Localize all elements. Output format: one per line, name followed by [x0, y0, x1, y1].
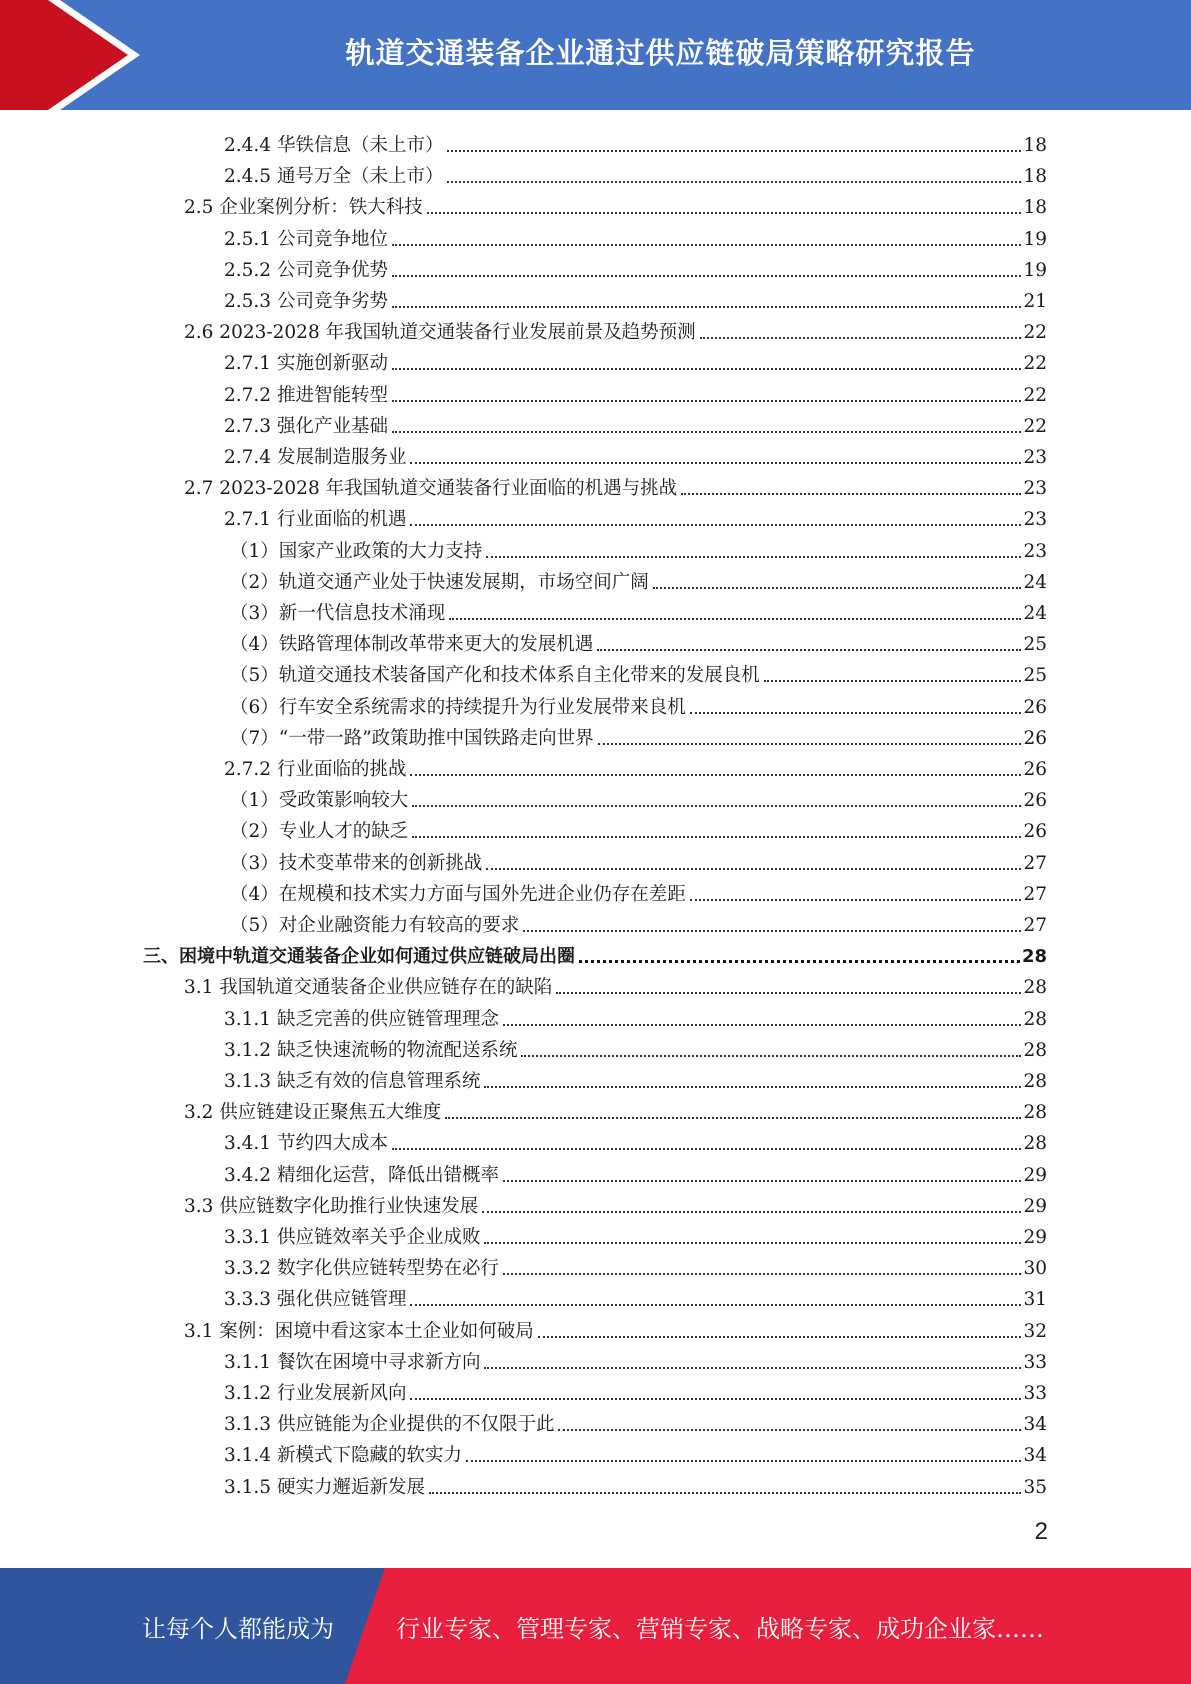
toc-entry-title: （3）新一代信息技术涌现 — [230, 603, 446, 624]
toc-entry-title: 2.5.3 公司竞争劣势 — [224, 291, 388, 312]
toc-entry-title: （2）专业人才的缺乏 — [230, 821, 409, 843]
toc-entry[interactable] — [230, 595, 1047, 626]
toc-dot-leader — [392, 274, 1021, 277]
toc-entry-page: 35 — [1023, 1476, 1047, 1498]
toc-dot-leader — [410, 1303, 1021, 1306]
toc-entry-page: 33 — [1023, 1383, 1047, 1404]
toc-entry-title: 3.1 案例：困境中看这家本土企业如何破局 — [184, 1320, 534, 1342]
toc-dot-leader — [392, 367, 1021, 370]
toc-entry[interactable] — [143, 938, 1047, 969]
toc-entry-title: 2.6 2023-2028 年我国轨道交通装备行业发展前景及趋势预测 — [184, 322, 696, 344]
page-number: 2 — [1034, 1518, 1048, 1545]
report-title: 轨道交通装备企业通过供应链破局策略研究报告 — [345, 35, 976, 70]
toc-entry-page: 28 — [1023, 1039, 1047, 1061]
toc-entry-page: 28 — [1023, 1102, 1047, 1124]
toc-dot-leader — [700, 336, 1022, 339]
toc-entry[interactable] — [224, 1281, 1047, 1312]
toc-entry-page: 31 — [1023, 1289, 1047, 1311]
toc-dot-leader — [410, 1397, 1021, 1400]
toc-entry-title: 2.7.3 强化产业基础 — [224, 415, 388, 437]
toc-entry-page: 26 — [1023, 790, 1047, 812]
toc-entry-page: 28 — [1023, 1071, 1047, 1092]
toc-entry-title: 3.3 供应链数字化助推行业快速发展 — [184, 1195, 479, 1217]
toc-dot-leader — [412, 835, 1021, 838]
toc-entry-title: 3.2 供应链建设正聚焦五大维度 — [184, 1102, 442, 1124]
toc-entry-title: 3.1.1 餐饮在困境中寻求新方向 — [224, 1351, 481, 1373]
toc-dot-leader — [466, 1459, 1021, 1462]
toc-dot-leader — [412, 804, 1021, 807]
toc-entry-page: 24 — [1023, 603, 1047, 624]
toc-entry-page: 29 — [1023, 1164, 1047, 1186]
toc-entry-title: 2.5 企业案例分析：铁大科技 — [184, 197, 423, 219]
toc-dot-leader — [410, 773, 1021, 776]
toc-entry-title: 3.3.2 数字化供应链转型势在必行 — [224, 1258, 499, 1280]
toc-dot-leader — [410, 523, 1021, 526]
toc-entry[interactable] — [224, 1406, 1047, 1437]
toc-dot-leader — [558, 1428, 1021, 1431]
toc-dot-leader — [482, 1210, 1021, 1213]
toc-entry[interactable] — [230, 876, 1047, 907]
toc-entry-title: （1）国家产业政策的大力支持 — [230, 540, 483, 562]
toc-dot-leader — [598, 742, 1022, 745]
toc-entry-title: 2.5.2 公司竞争优势 — [224, 259, 388, 281]
toc-entry[interactable] — [230, 907, 1047, 938]
page-footer — [0, 1568, 1191, 1684]
toc-entry-title: 2.4.5 通号万全（未上市） — [224, 166, 444, 188]
toc-dot-leader — [484, 1366, 1021, 1369]
toc-entry-page: 21 — [1023, 291, 1047, 312]
toc-entry-page: 28 — [1023, 1008, 1047, 1030]
toc-entry-title: 2.7.2 行业面临的挑战 — [224, 759, 407, 780]
toc-entry-title: （1）受政策影响较大 — [230, 790, 409, 812]
toc-entry-title: 3.1.1 缺乏完善的供应链管理理念 — [224, 1008, 499, 1030]
page-header — [0, 0, 1191, 110]
toc-entry-page: 26 — [1023, 759, 1047, 780]
toc-entry-page: 23 — [1023, 447, 1047, 468]
toc-entry[interactable] — [230, 657, 1047, 688]
toc-entry-page: 28 — [1023, 1133, 1047, 1155]
toc-entry[interactable] — [224, 439, 1047, 470]
toc-entry-page: 33 — [1023, 1351, 1047, 1373]
toc-entry-page: 18 — [1023, 197, 1047, 219]
toc-entry-title: 2.7 2023-2028 年我国轨道交通装备行业面临的机遇与挑战 — [184, 478, 678, 500]
toc-entry[interactable] — [224, 1375, 1047, 1406]
toc-entry[interactable] — [184, 189, 1047, 220]
toc-entry[interactable] — [224, 345, 1047, 376]
toc-entry-page: 24 — [1023, 571, 1047, 593]
toc-entry-title: （3）技术变革带来的创新挑战 — [230, 852, 483, 874]
toc-dot-leader — [410, 461, 1021, 464]
toc-dot-leader — [503, 1272, 1021, 1275]
toc-dot-leader — [486, 555, 1021, 558]
toc-entry-title: 三、困境中轨道交通装备企业如何通过供应链破局出圈 — [143, 946, 575, 968]
toc-entry[interactable] — [230, 845, 1047, 876]
toc-entry[interactable] — [224, 1032, 1047, 1063]
toc-entry[interactable] — [224, 1157, 1047, 1188]
toc-entry-title: 3.1.2 行业发展新风向 — [224, 1383, 407, 1404]
toc-entry-page: 32 — [1023, 1320, 1047, 1342]
toc-entry-page: 25 — [1023, 634, 1047, 656]
toc-entry-title: 3.1.3 供应链能为企业提供的不仅限于此 — [224, 1414, 555, 1436]
toc-entry-title: （6）行车安全系统需求的持续提升为行业发展带来良机 — [230, 696, 686, 718]
toc-dot-leader — [484, 1241, 1021, 1244]
toc-dot-leader — [429, 1491, 1021, 1494]
toc-entry-title: （4）铁路管理体制改革带来更大的发展机遇 — [230, 634, 594, 656]
toc-entry-page: 30 — [1023, 1258, 1047, 1280]
toc-dot-leader — [597, 648, 1021, 651]
toc-entry-title: 2.7.2 推进智能转型 — [224, 384, 388, 406]
toc-entry[interactable] — [230, 782, 1047, 813]
toc-entry-title: 2.7.1 实施创新驱动 — [224, 353, 388, 375]
toc-dot-leader — [447, 180, 1021, 183]
toc-entry-title: 3.4.1 节约四大成本 — [224, 1133, 388, 1155]
toc-entry-page: 25 — [1023, 665, 1047, 687]
toc-entry[interactable] — [224, 127, 1047, 158]
toc-entry[interactable] — [230, 564, 1047, 595]
toc-dot-leader — [690, 898, 1022, 901]
footer-slogan-left: 让每个人都能成为 — [142, 1614, 334, 1643]
toc-entry-page: 19 — [1023, 259, 1047, 281]
toc-entry-page: 23 — [1023, 509, 1047, 531]
toc-dot-leader — [445, 1116, 1021, 1119]
toc-entry[interactable] — [224, 252, 1047, 283]
toc-dot-leader — [392, 305, 1021, 308]
toc-entry[interactable] — [184, 470, 1047, 501]
toc-dot-leader — [653, 586, 1022, 589]
toc-dot-leader — [681, 492, 1021, 495]
toc-entry-page: 22 — [1023, 415, 1047, 437]
toc-dot-leader — [538, 1335, 1022, 1338]
toc-entry-title: （7）“一带一路”政策助推中国铁路走向世界 — [230, 727, 594, 749]
toc-entry[interactable] — [230, 533, 1047, 564]
toc-entry-page: 26 — [1023, 821, 1047, 843]
toc-entry-title: 3.3.3 强化供应链管理 — [224, 1289, 407, 1311]
footer-slogan-right: 行业专家、管理专家、营销专家、战略专家、成功企业家…… — [396, 1614, 1044, 1643]
toc-entry-title: 2.7.1 行业面临的机遇 — [224, 509, 407, 531]
toc-entry-title: 3.4.2 精细化运营，降低出错概率 — [224, 1164, 499, 1186]
toc-entry[interactable] — [230, 813, 1047, 844]
toc-entry[interactable] — [184, 1188, 1047, 1219]
header-arrow-decoration — [0, 0, 160, 110]
toc-dot-leader — [392, 430, 1021, 433]
toc-entry[interactable] — [230, 720, 1047, 751]
toc-entry-title: （2）轨道交通产业处于快速发展期，市场空间广阔 — [230, 571, 649, 593]
toc-dot-leader — [392, 1147, 1021, 1150]
toc-entry[interactable] — [184, 1313, 1047, 1344]
toc-entry-title: 3.1.3 缺乏有效的信息管理系统 — [224, 1071, 481, 1092]
toc-entry-title: 3.3.1 供应链效率关乎企业成败 — [224, 1227, 481, 1248]
toc-dot-leader — [392, 243, 1021, 246]
toc-entry-title: 3.1 我国轨道交通装备企业供应链存在的缺陷 — [184, 977, 553, 999]
toc-dot-leader — [486, 867, 1021, 870]
toc-entry[interactable] — [230, 689, 1047, 720]
toc-entry[interactable] — [224, 221, 1047, 252]
toc-entry-title: （5）对企业融资能力有较高的要求 — [230, 915, 520, 936]
toc-dot-leader — [392, 399, 1021, 402]
toc-entry-page: 22 — [1023, 322, 1047, 344]
toc-dot-leader — [503, 1023, 1021, 1026]
toc-entry-page: 26 — [1023, 696, 1047, 718]
toc-entry[interactable] — [184, 314, 1047, 345]
toc-entry[interactable] — [224, 1437, 1047, 1468]
toc-entry[interactable] — [224, 751, 1047, 782]
toc-entry-page: 34 — [1023, 1414, 1047, 1436]
toc-dot-leader — [447, 149, 1021, 152]
toc-entry-page: 19 — [1023, 228, 1047, 250]
toc-entry-title: 3.1.2 缺乏快速流畅的物流配送系统 — [224, 1039, 518, 1061]
toc-entry-page: 27 — [1023, 915, 1047, 936]
toc-entry[interactable] — [224, 1063, 1047, 1094]
toc-entry-page: 18 — [1023, 166, 1047, 188]
toc-entry-page: 27 — [1023, 883, 1047, 905]
toc-entry-title: 2.4.4 华铁信息（未上市） — [224, 135, 444, 156]
toc-entry[interactable] — [224, 1250, 1047, 1281]
toc-entry[interactable] — [184, 1094, 1047, 1125]
toc-entry-page: 34 — [1023, 1445, 1047, 1467]
toc-entry-page: 26 — [1023, 727, 1047, 749]
toc-entry-title: （4）在规模和技术实力方面与国外先进企业仍存在差距 — [230, 883, 686, 905]
toc-entry[interactable] — [184, 969, 1047, 1000]
toc-entry-title: 2.7.4 发展制造服务业 — [224, 447, 407, 468]
toc-dot-leader — [427, 211, 1022, 214]
toc-entry-page: 23 — [1023, 540, 1047, 562]
toc-dot-leader — [556, 991, 1021, 994]
toc-entry-title: 3.1.5 硬实力邂逅新发展 — [224, 1476, 425, 1498]
toc-entry-page: 23 — [1023, 478, 1047, 500]
toc-entry-title: 2.5.1 公司竞争地位 — [224, 228, 388, 250]
toc-entry-page: 18 — [1023, 135, 1047, 156]
toc-entry[interactable] — [224, 1219, 1047, 1250]
toc-entry[interactable] — [224, 408, 1047, 439]
toc-entry-page: 28 — [1021, 946, 1047, 968]
toc-entry[interactable] — [224, 1001, 1047, 1032]
toc-entry-page: 29 — [1023, 1195, 1047, 1217]
toc-entry-page: 28 — [1023, 977, 1047, 999]
toc-dot-leader — [579, 959, 1020, 963]
toc-dot-leader — [521, 1054, 1021, 1057]
toc-entry[interactable] — [224, 283, 1047, 314]
toc-entry[interactable] — [224, 158, 1047, 189]
toc-entry[interactable] — [230, 626, 1047, 657]
toc-dot-leader — [690, 711, 1022, 714]
toc-entry-page: 27 — [1023, 852, 1047, 874]
toc-dot-leader — [503, 1179, 1021, 1182]
toc-entry-title: （5）轨道交通技术装备国产化和技术体系自主化带来的发展良机 — [230, 665, 760, 687]
toc-entry[interactable] — [224, 1469, 1047, 1500]
toc-entry[interactable] — [224, 377, 1047, 408]
toc-entry[interactable] — [224, 1344, 1047, 1375]
toc-entry-title: 3.1.4 新模式下隐藏的软实力 — [224, 1445, 462, 1467]
toc-entry[interactable] — [224, 1125, 1047, 1156]
toc-dot-leader — [523, 929, 1021, 932]
toc-entry-page: 22 — [1023, 384, 1047, 406]
toc-dot-leader — [764, 679, 1022, 682]
toc-dot-leader — [484, 1085, 1021, 1088]
toc-entry[interactable] — [224, 501, 1047, 532]
toc-entry-page: 22 — [1023, 353, 1047, 375]
toc-entry-page: 29 — [1023, 1227, 1047, 1248]
toc-dot-leader — [449, 617, 1021, 620]
